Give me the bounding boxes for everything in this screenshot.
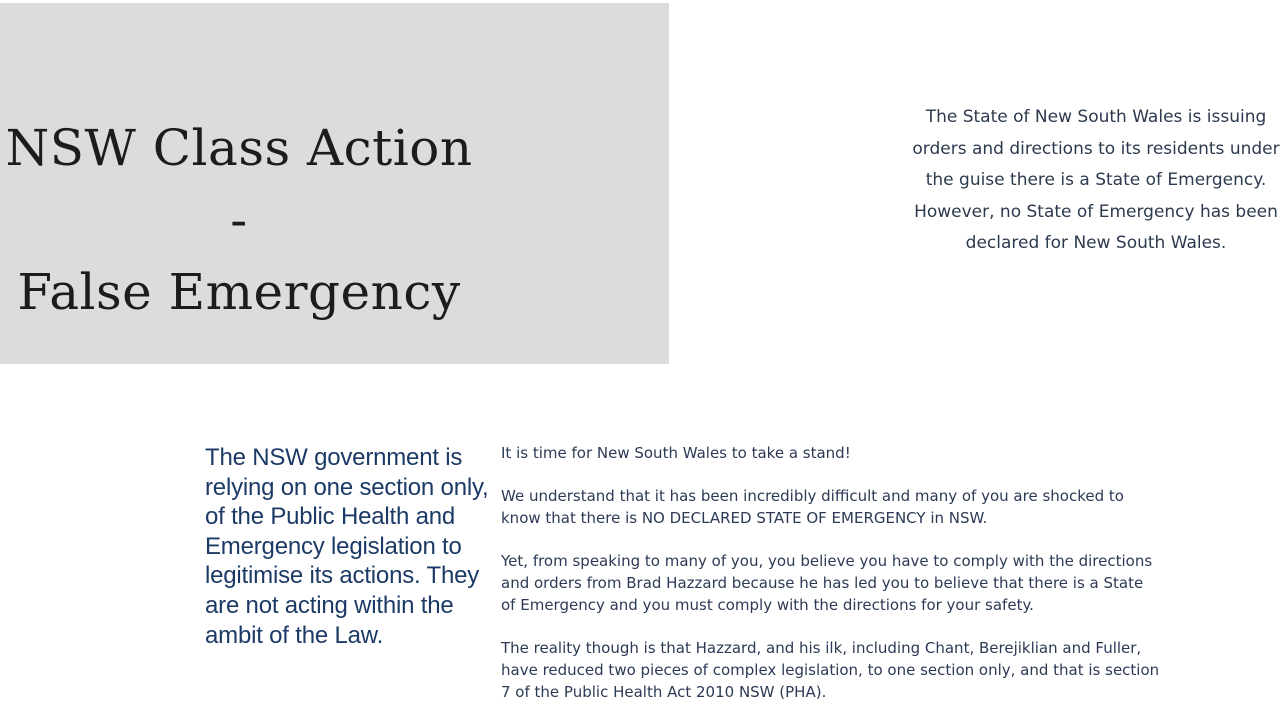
page-title-line-2: False Emergency [17,263,461,321]
pull-quote: The NSW government is relying on one section only, of the Public Health and Emergency legislation to legitimise its actions. They are not acting within the ambit of the Law. [205,444,489,649]
intro-paragraph: The State of New South Wales is issuing orders and directions to its residents under the guise there is a State of Emergency. However, no State of Emergency has been declared for New South Wales. [912,107,1280,254]
body-paragraph: We understand that it has been incredibly difficult and many of you are shocked to know that there is NO DECLARED STATE OF EMERGENCY in NSW. [501,487,1124,528]
body-text-column [501,443,1161,720]
body-paragraph: The reality though is that Hazzard, and his ilk, including Chant, Berejiklian and Fuller, have reduced two pieces of complex legislation, to one section only, and that is section 7 of the Public Health Act 2010 NSW (PHA). [501,639,1160,701]
page-title [0,112,478,328]
page-title-line-1: NSW Class Action - [5,119,473,249]
body-paragraph: It is time for New South Wales to take a stand! [501,444,851,462]
body-paragraph: Yet, from speaking to many of you, you believe you have to comply with the directions and orders from Brad Hazzard because he has led you to believe that there is a State of Emergency and you must comply with the directions for your safety. [501,552,1153,614]
